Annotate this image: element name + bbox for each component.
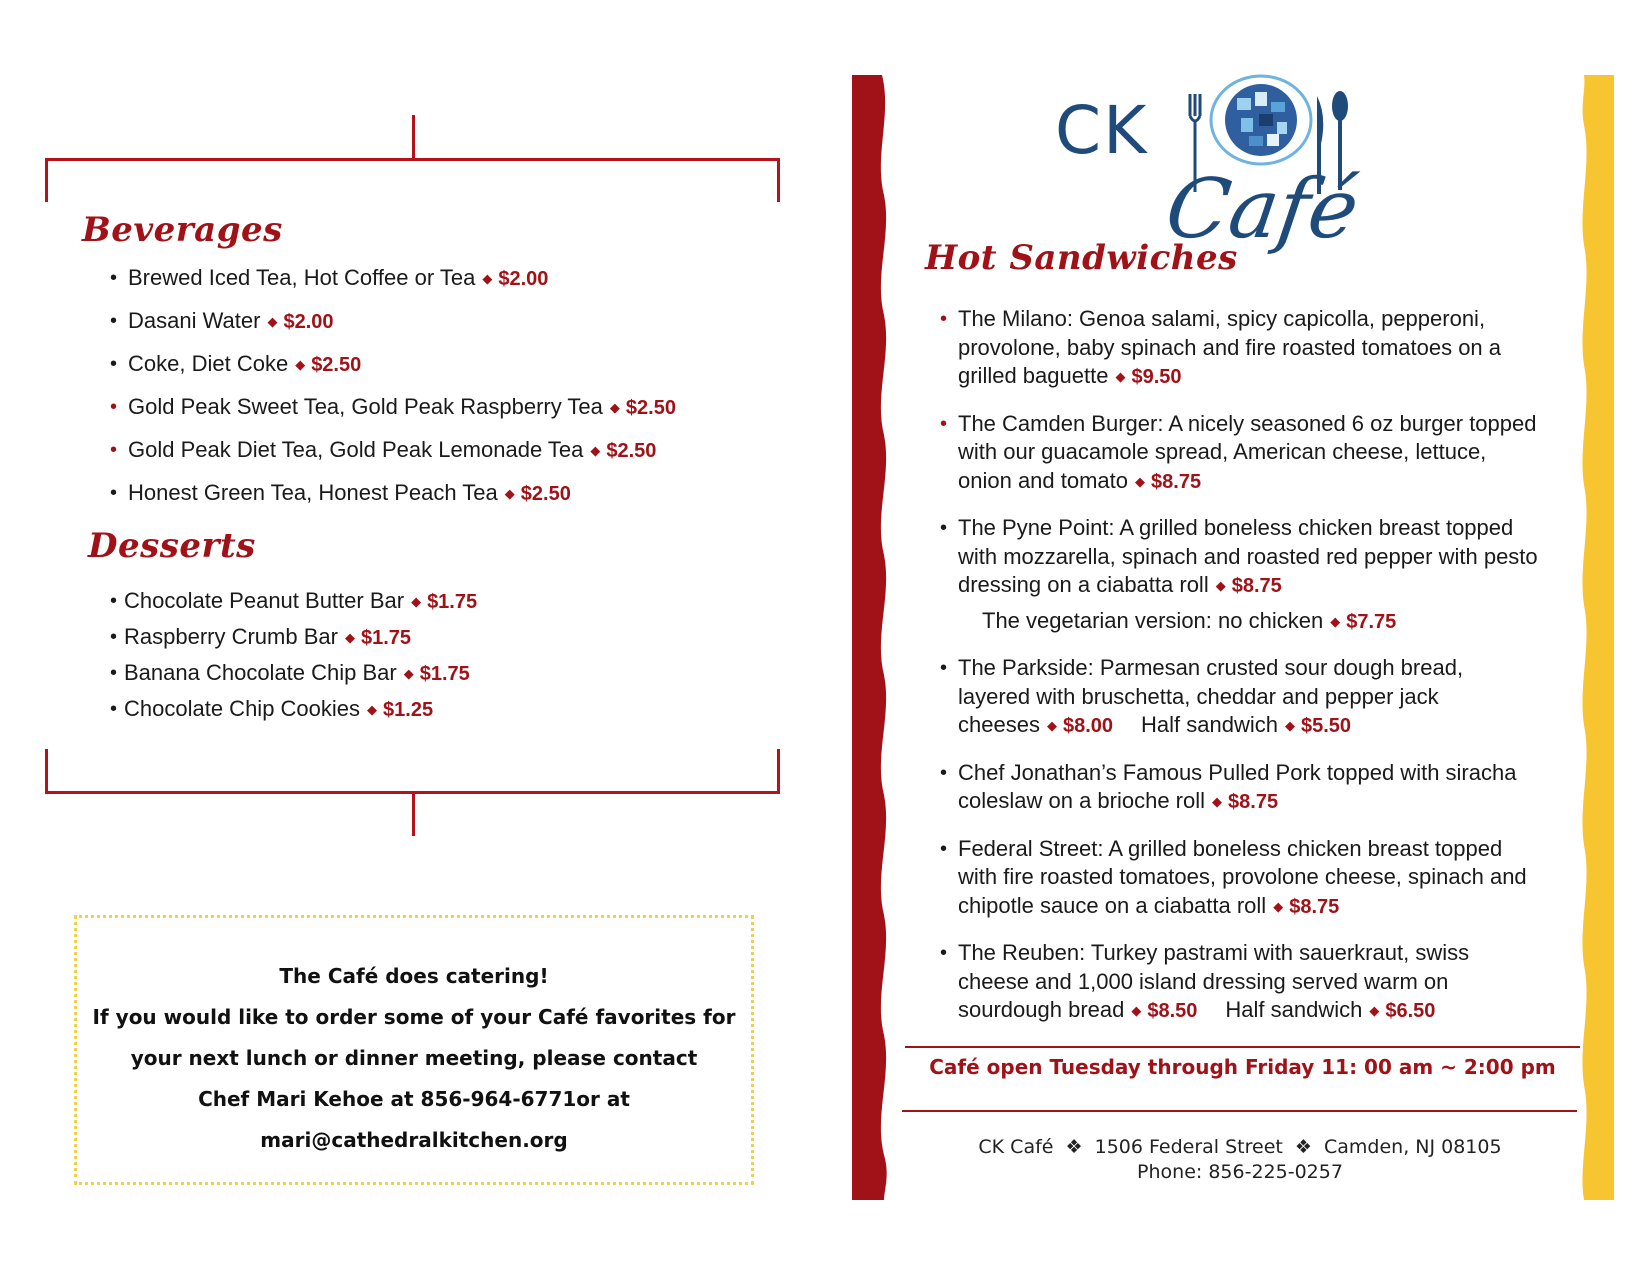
sandwich-item — [940, 759, 1540, 819]
item-price: $1.25 — [383, 699, 434, 721]
footer-separator-2: ❖ — [1294, 1136, 1312, 1158]
dessert-item — [110, 623, 477, 654]
item-price: $2.00 — [283, 311, 334, 333]
item-name: Chocolate Chip Cookies — [124, 696, 361, 721]
sandwich-price: $8.50 — [1147, 1000, 1198, 1022]
desserts-heading: Desserts — [88, 526, 256, 566]
item-price: $2.50 — [625, 397, 676, 419]
half-sandwich-price: $5.50 — [1300, 715, 1352, 737]
yellow-wavy-ribbon — [1580, 75, 1614, 1200]
dessert-item — [110, 587, 477, 618]
bullet-icon: • — [940, 837, 948, 860]
item-name: Coke, Diet Coke — [128, 351, 289, 376]
bracket-bottom-right-leg — [777, 749, 780, 793]
dessert-item — [110, 659, 477, 690]
sandwich-item — [940, 939, 1540, 1028]
item-name: Brewed Iced Tea, Hot Coffee or Tea — [128, 265, 476, 290]
half-sandwich-price: $6.50 — [1385, 1000, 1436, 1022]
beverages-list — [110, 264, 676, 522]
footer-street: 1506 Federal Street — [1094, 1136, 1283, 1158]
catering-line-1: The Café does catering! — [279, 964, 549, 988]
footer-address-line — [900, 1136, 1580, 1158]
diamond-icon: ◆ — [1273, 898, 1284, 914]
diamond-icon: ◆ — [411, 594, 422, 609]
beverage-item — [110, 479, 676, 510]
vegetarian-version — [958, 607, 1540, 639]
bracket-bottom-stem — [412, 791, 415, 836]
bullet-icon: • — [110, 396, 118, 418]
footer-name: CK Café — [978, 1136, 1054, 1158]
hot-sandwiches-heading: Hot Sandwiches — [925, 238, 1238, 278]
diamond-icon: ◆ — [609, 400, 620, 415]
diamond-icon: ◆ — [295, 357, 306, 372]
catering-line-4: Chef Mari Kehoe at 856-964-6771or at — [198, 1087, 630, 1111]
sandwich-item — [940, 305, 1540, 394]
vegetarian-price: $7.75 — [1346, 610, 1397, 633]
logo-cafe-text: Café — [1160, 162, 1365, 257]
logo-ck-text: CK — [1055, 92, 1149, 169]
bullet-icon: • — [110, 590, 118, 612]
diamond-icon: ◆ — [1135, 473, 1146, 489]
bullet-icon: • — [940, 657, 948, 679]
sandwich-description: The Pyne Point: A grilled boneless chicken breast topped with mozzarella, spinach and roasted red pepper with pesto dressing on a ciabatta roll — [958, 515, 1538, 597]
footer-separator-1: ❖ — [1065, 1136, 1083, 1158]
bracket-top-right-leg — [777, 158, 780, 202]
sandwich-description: The Reuben: Turkey pastrami with sauerkraut, swiss cheese and 1,000 island dressing served warm on sourdough bread — [958, 940, 1470, 1022]
bullet-icon: • — [940, 761, 948, 784]
sandwich-price: $9.50 — [1131, 366, 1182, 388]
sandwich-item — [940, 654, 1540, 743]
item-price: $1.75 — [427, 591, 478, 613]
diamond-icon: ◆ — [1284, 718, 1295, 733]
sandwich-item — [940, 514, 1540, 638]
beverage-item — [110, 393, 676, 424]
bullet-icon: • — [110, 310, 118, 332]
item-price: $1.75 — [419, 663, 470, 685]
sandwich-description: The Parkside: Parmesan crusted sour dough bread, layered with bruschetta, cheddar and pepper jack cheeses — [958, 655, 1464, 737]
bullet-icon: • — [940, 412, 948, 435]
item-name: Gold Peak Sweet Tea, Gold Peak Raspberry Tea — [128, 394, 603, 419]
bullet-icon: • — [110, 482, 118, 504]
sandwich-description: The Camden Burger: A nicely seasoned 6 oz burger topped with our guacamole spread, American cheese, lettuce, onion and tomato — [958, 410, 1537, 493]
beverage-item — [110, 350, 676, 381]
hours-top-rule — [905, 1046, 1580, 1048]
bullet-icon: • — [110, 698, 118, 720]
diamond-icon: ◆ — [1215, 578, 1226, 593]
sandwich-description: The Milano: Genoa salami, spicy capicolla, pepperoni, provolone, baby spinach and fire roasted tomatoes on a grilled baguette — [958, 306, 1502, 388]
diamond-icon: ◆ — [482, 271, 493, 286]
bullet-icon: • — [110, 662, 118, 684]
beverages-heading: Beverages — [82, 210, 283, 250]
sandwich-price: $8.75 — [1289, 895, 1340, 918]
desserts-list — [110, 587, 477, 731]
bracket-top-left-leg — [45, 158, 48, 202]
bracket-top-stem — [412, 115, 415, 160]
item-price: $2.00 — [498, 268, 549, 290]
footer-city: Camden, NJ 08105 — [1323, 1136, 1502, 1158]
bullet-icon: • — [110, 439, 118, 461]
item-price: $2.50 — [606, 440, 657, 462]
item-name: Dasani Water — [128, 308, 261, 333]
sandwich-item — [940, 835, 1540, 924]
catering-line-3: your next lunch or dinner meeting, please contact — [130, 1046, 698, 1070]
sandwich-item — [940, 410, 1540, 499]
diamond-icon: ◆ — [504, 486, 515, 501]
diamond-icon: ◆ — [1046, 718, 1057, 733]
catering-line-2: If you would like to order some of your Café favorites for — [92, 1005, 736, 1029]
diamond-icon: ◆ — [367, 702, 378, 717]
item-price: $2.50 — [311, 354, 362, 376]
bracket-bottom-left-leg — [45, 749, 48, 793]
sandwich-price: $8.75 — [1228, 791, 1279, 813]
item-name: Honest Green Tea, Honest Peach Tea — [128, 480, 498, 505]
bullet-icon: • — [110, 626, 118, 648]
vegetarian-label: The vegetarian version: no chicken — [982, 607, 1324, 633]
beverage-item — [110, 436, 676, 467]
footer-phone: Phone: 856-225-0257 — [1137, 1161, 1343, 1183]
bullet-icon: • — [940, 942, 948, 964]
red-wavy-ribbon — [852, 75, 888, 1200]
item-price: $2.50 — [520, 483, 571, 505]
beverage-item — [110, 264, 676, 295]
bracket-top-bar — [45, 158, 780, 161]
bullet-icon: • — [110, 353, 118, 375]
catering-box — [74, 915, 754, 1185]
item-price: $1.75 — [360, 627, 412, 649]
diamond-icon: ◆ — [403, 666, 414, 681]
bullet-icon: • — [940, 517, 948, 539]
diamond-icon: ◆ — [1369, 1003, 1380, 1018]
item-name: Banana Chocolate Chip Bar — [124, 660, 397, 685]
sandwich-description: Federal Street: A grilled boneless chicken breast topped with fire roasted tomatoes, provolone cheese, spinach and chipotle sauce on a ciabatta roll — [958, 835, 1527, 918]
bullet-icon: • — [110, 267, 118, 289]
hot-sandwiches-list — [940, 305, 1540, 1044]
diamond-icon: ◆ — [267, 314, 278, 329]
hours-text: Café open Tuesday through Friday 11: 00 am ~ 2:00 pm — [929, 1055, 1556, 1079]
plate-mosaic-icon — [1207, 72, 1315, 172]
beverage-item — [110, 307, 676, 338]
catering-email[interactable]: mari@cathedralkitchen.org — [260, 1128, 568, 1152]
item-name: Gold Peak Diet Tea, Gold Peak Lemonade Tea — [128, 437, 584, 462]
diamond-icon: ◆ — [1212, 794, 1223, 809]
diamond-icon: ◆ — [1131, 1003, 1142, 1018]
sandwich-price: $8.75 — [1151, 470, 1202, 493]
hours-bottom-rule — [902, 1110, 1577, 1112]
item-name: Chocolate Peanut Butter Bar — [124, 588, 405, 613]
sandwich-price: $8.75 — [1231, 575, 1282, 597]
item-name: Raspberry Crumb Bar — [124, 624, 338, 649]
dessert-item — [110, 695, 477, 726]
half-sandwich-label: Half sandwich — [1141, 712, 1278, 737]
sandwich-price: $8.00 — [1062, 715, 1114, 737]
diamond-icon: ◆ — [1330, 613, 1341, 629]
sandwich-description: Chef Jonathan’s Famous Pulled Pork topped with siracha coleslaw on a brioche roll — [958, 759, 1517, 813]
diamond-icon: ◆ — [344, 630, 355, 645]
diamond-icon: ◆ — [590, 443, 601, 458]
half-sandwich-label: Half sandwich — [1225, 997, 1363, 1022]
bullet-icon: • — [940, 308, 948, 330]
diamond-icon: ◆ — [1115, 369, 1126, 384]
